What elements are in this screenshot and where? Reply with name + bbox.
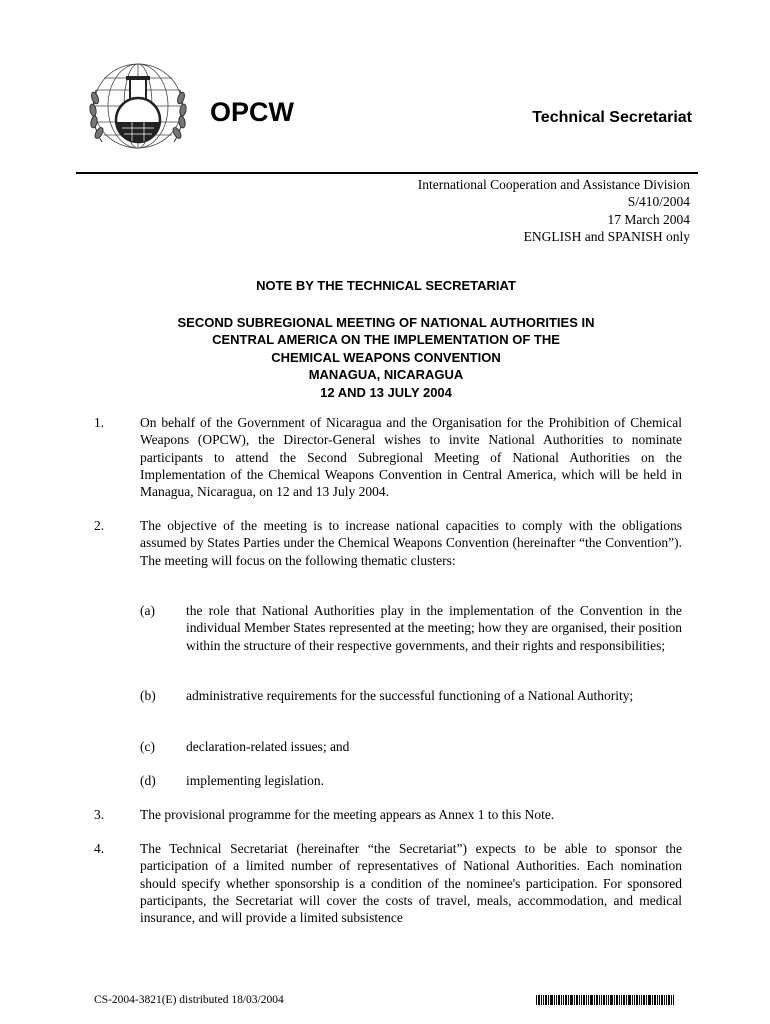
opcw-logo-icon <box>82 60 194 158</box>
paragraph-4 <box>94 840 682 926</box>
doc-number: S/410/2004 <box>627 194 690 210</box>
paragraph-number: 4. <box>94 841 105 856</box>
cluster-text: implementing legislation. <box>186 773 324 788</box>
paragraph-number: 1. <box>94 415 105 430</box>
subject-line: CENTRAL AMERICA ON THE IMPLEMENTATION OF THE <box>212 332 560 348</box>
document-meta <box>418 176 690 245</box>
cluster-label: (a) <box>140 603 155 618</box>
paragraph-text: The objective of the meeting is to increase national capacities to comply with the obligations assumed by States Parties under the Chemical Weapons Convention (hereinafter “the Convention”). The meeting will focus on the following thematic clusters: <box>140 518 682 568</box>
paragraph-number: 3. <box>94 807 105 822</box>
cluster-item-d <box>140 772 682 789</box>
cluster-text: administrative requirements for the successful functioning of a National Authority; <box>186 688 634 703</box>
paragraph-number: 2. <box>94 518 105 533</box>
subject-line: CHEMICAL WEAPONS CONVENTION <box>271 349 501 365</box>
note-title: NOTE BY THE TECHNICAL SECRETARIAT <box>256 278 516 293</box>
secretariat-title: Technical Secretariat <box>532 109 692 126</box>
cluster-label: (c) <box>140 739 155 754</box>
division-line: International Cooperation and Assistance Division <box>417 177 690 192</box>
distribution-reference: CS-2004-3821(E) distributed 18/03/2004 <box>94 994 284 1006</box>
doc-languages: ENGLISH and SPANISH only <box>523 228 690 244</box>
subject-line: SECOND SUBREGIONAL MEETING OF NATIONAL AUTHORITIES IN <box>177 315 595 330</box>
header-rule <box>76 172 698 174</box>
subject-block <box>76 314 696 401</box>
paragraph-3 <box>94 806 682 823</box>
cluster-item-c <box>140 738 682 755</box>
cluster-label: (d) <box>140 773 156 788</box>
paragraph-text: On behalf of the Government of Nicaragua and the Organisation for the Prohibition of Chemical Weapons (OPCW), the Director-General wishes to invite National Authorities to nominate participants to attend the Second Subregional Meeting of National Authorities on the Implementation of the Chemical Weapons Convention in Central America, which will be held in Managua, Nicaragua, on 12 and 13 July 2004. <box>140 415 682 500</box>
paragraph-text: The Technical Secretariat (hereinafter “the Secretariat”) expects to be able to sponsor the participation of a limited number of representatives of National Authorities. Each nomination should specify whether sponsorship is a condition of the nominee's participation. For sponsored participants, the Secretariat will cover the costs of travel, meals, accommodation, and medical insurance, and will provide a limited subsistence <box>140 841 682 926</box>
paragraph-text: The provisional programme for the meeting appears as Annex 1 to this Note. <box>140 807 555 822</box>
subject-line: MANAGUA, NICARAGUA <box>308 367 464 383</box>
cluster-text: the role that National Authorities play in the implementation of the Convention in the individual Member States represented at the meeting; how they are organised, their position within the structure of their respective governments, and their rights and responsibilities; <box>186 603 682 653</box>
cluster-item-a <box>140 602 682 654</box>
cluster-text: declaration-related issues; and <box>186 739 350 754</box>
doc-date: 17 March 2004 <box>607 211 690 227</box>
cluster-item-b <box>140 687 682 704</box>
subject-line: 12 AND 13 JULY 2004 <box>320 384 452 400</box>
org-name: OPCW <box>210 97 294 127</box>
cluster-label: (b) <box>140 688 156 703</box>
barcode-icon <box>536 995 674 1005</box>
paragraph-2 <box>94 517 682 569</box>
paragraph-1 <box>94 414 682 500</box>
